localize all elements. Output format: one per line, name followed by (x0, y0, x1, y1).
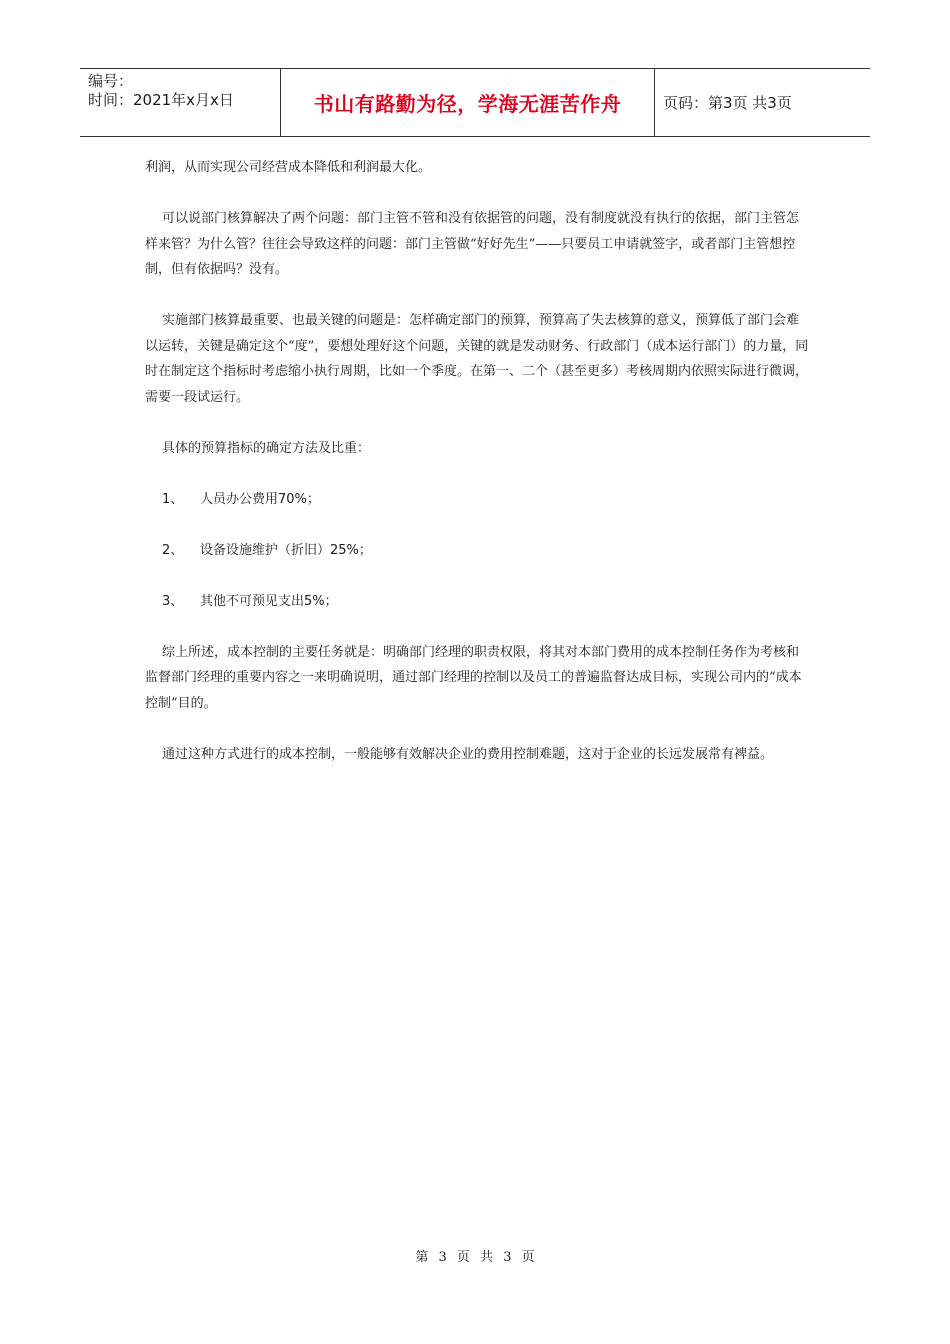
list-text: 设备设施维护（折旧）25%； (200, 542, 372, 558)
list-number: 2、 (162, 542, 184, 558)
page-info-text: 页码：第3页 共3页 (663, 94, 792, 112)
body-paragraph: 具体的预算指标的确定方法及比重： (162, 440, 371, 456)
body-paragraph: 通过这种方式进行的成本控制，一般能够有效解决企业的费用控制难题，这对于企业的长远发展常有裨益。 (162, 746, 774, 762)
body-paragraph: 可以说部门核算解决了两个问题：部门主管不管和没有依据管的问题，没有制度就没有执行的依据，部门主管怎样来管？为什么管？往往会导致这样的问题：部门主管做“好好先生”——只要员工申请就签字，或者部门主管想控制，但有依据吗？没有。 (145, 211, 800, 277)
body-paragraph: 实施部门核算最重要、也最关键的问题是：怎样确定部门的预算，预算高了失去核算的意义，预算低了部门会难以运转，关键是确定这个“度”，要想处理好这个问题，关键的就是发动财务、行政部门（成本运行部门）的力量，同时在制定这个指标时考虑缩小执行周期，比如一个季度。在第一、二个（甚至更多）考核周期内依照实际进行微调，需要一段试运行。 (145, 313, 809, 405)
list-text: 其他不可预见支出5%； (200, 593, 338, 609)
page-footer: 第 3 页 共 3 页 (415, 1250, 535, 1265)
list-number: 3、 (162, 593, 184, 609)
body-paragraph: 综上所述，成本控制的主要任务就是：明确部门经理的职责权限，将其对本部门费用的成本控制任务作为考核和监督部门经理的重要内容之一来明确说明，通过部门经理的控制以及员工的普遍监督达成目标，实现公司内的“成本控制”目的。 (145, 644, 802, 711)
code-label: 编号： (88, 72, 134, 90)
list-item (145, 487, 810, 513)
document-header (80, 68, 870, 137)
motto-cell (281, 69, 655, 136)
list-item (145, 538, 810, 564)
motto-text: 书山有路勤为径，学海无涯苦作舟 (313, 92, 622, 116)
header-meta-cell (80, 69, 281, 136)
body-paragraph: 利润，从而实现公司经营成本降低和利润最大化。 (145, 160, 432, 175)
list-item (145, 589, 810, 615)
document-body (145, 155, 810, 793)
date-label: 时间：2021年x月x日 (88, 91, 234, 109)
list-text: 人员办公费用70%； (200, 491, 320, 507)
list-number: 1、 (162, 491, 184, 507)
page-info-cell (655, 69, 870, 136)
